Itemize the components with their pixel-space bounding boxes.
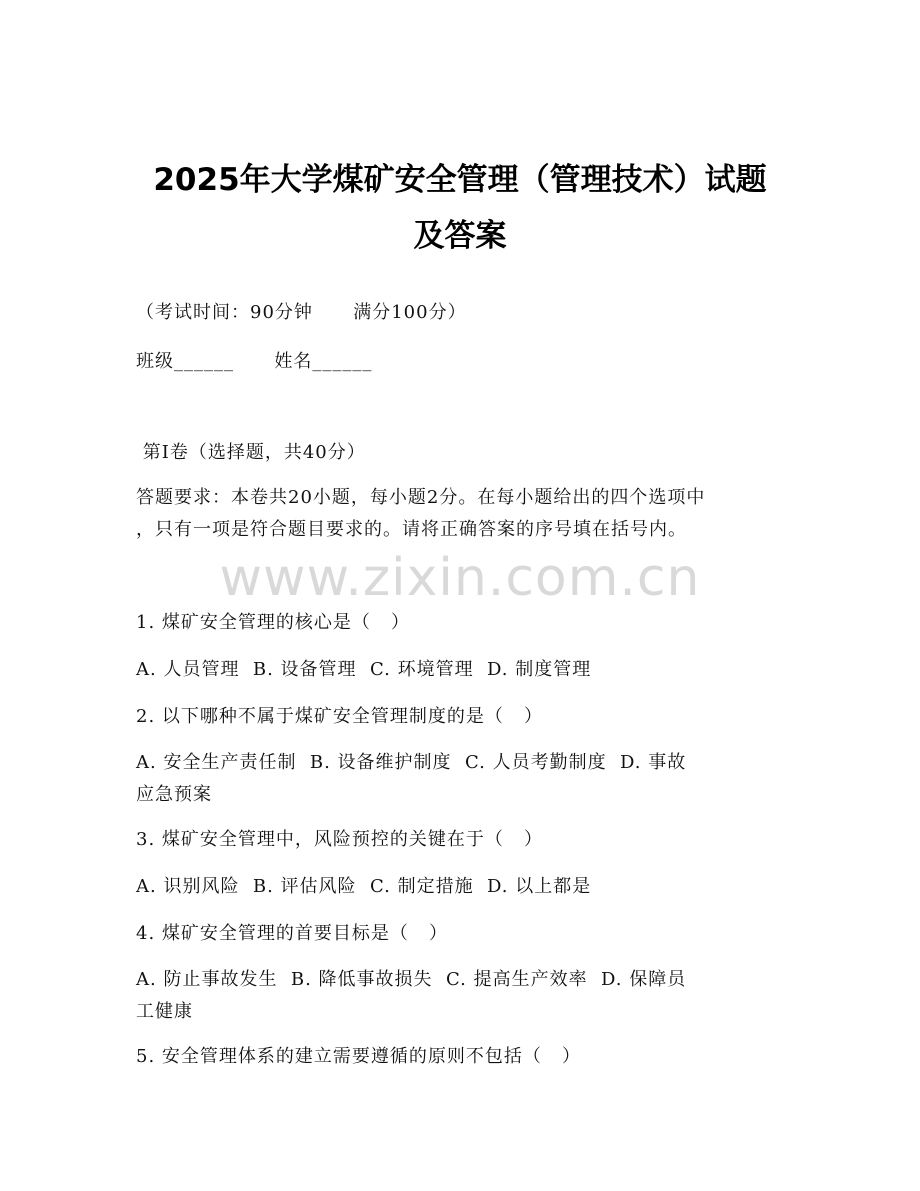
question-3-options: A. 识别风险 B. 评估风险 C. 制定措施 D. 以上都是 (136, 876, 592, 897)
class-name-fields: 班级______ 姓名______ (136, 351, 373, 372)
question-3-stem: 3. 煤矿安全管理中，风险预控的关键在于（ ） (136, 829, 544, 850)
document-title (110, 152, 810, 264)
section-title: 第I卷（选择题，共40分） (136, 442, 366, 463)
question-2-options-line-1: A. 安全生产责任制 B. 设备维护制度 C. 人员考勤制度 D. 事故 (136, 752, 687, 773)
question-2-options-line-2: 应急预案 (136, 784, 212, 805)
question-4-options (136, 964, 786, 1028)
question-4-stem: 4. 煤矿安全管理的首要目标是（ ） (136, 923, 449, 944)
question-2-stem: 2. 以下哪种不属于煤矿安全管理制度的是（ ） (136, 706, 544, 727)
question-1-options: A. 人员管理 B. 设备管理 C. 环境管理 D. 制度管理 (136, 659, 592, 680)
instructions-line-1: 答题要求：本卷共20小题，每小题2分。在每小题给出的四个选项中 (136, 487, 706, 508)
title-line-1: 2025年大学煤矿安全管理（管理技术）试题 (153, 162, 767, 198)
exam-info: （考试时间：90分钟 满分100分） (136, 302, 467, 323)
instructions-line-2: ，只有一项是符合题目要求的。请将正确答案的序号填在括号内。 (136, 519, 687, 540)
question-2-options (136, 747, 786, 811)
title-line-2: 及答案 (413, 218, 507, 254)
watermark: www.zixin.com.cn (219, 548, 701, 608)
question-5-stem: 5. 安全管理体系的建立需要遵循的原则不包括（ ） (136, 1046, 582, 1067)
question-1-stem: 1. 煤矿安全管理的核心是（ ） (136, 612, 411, 633)
instructions (136, 482, 786, 546)
question-4-options-line-2: 工健康 (136, 1001, 193, 1022)
question-4-options-line-1: A. 防止事故发生 B. 降低事故损失 C. 提高生产效率 D. 保障员 (136, 969, 687, 990)
